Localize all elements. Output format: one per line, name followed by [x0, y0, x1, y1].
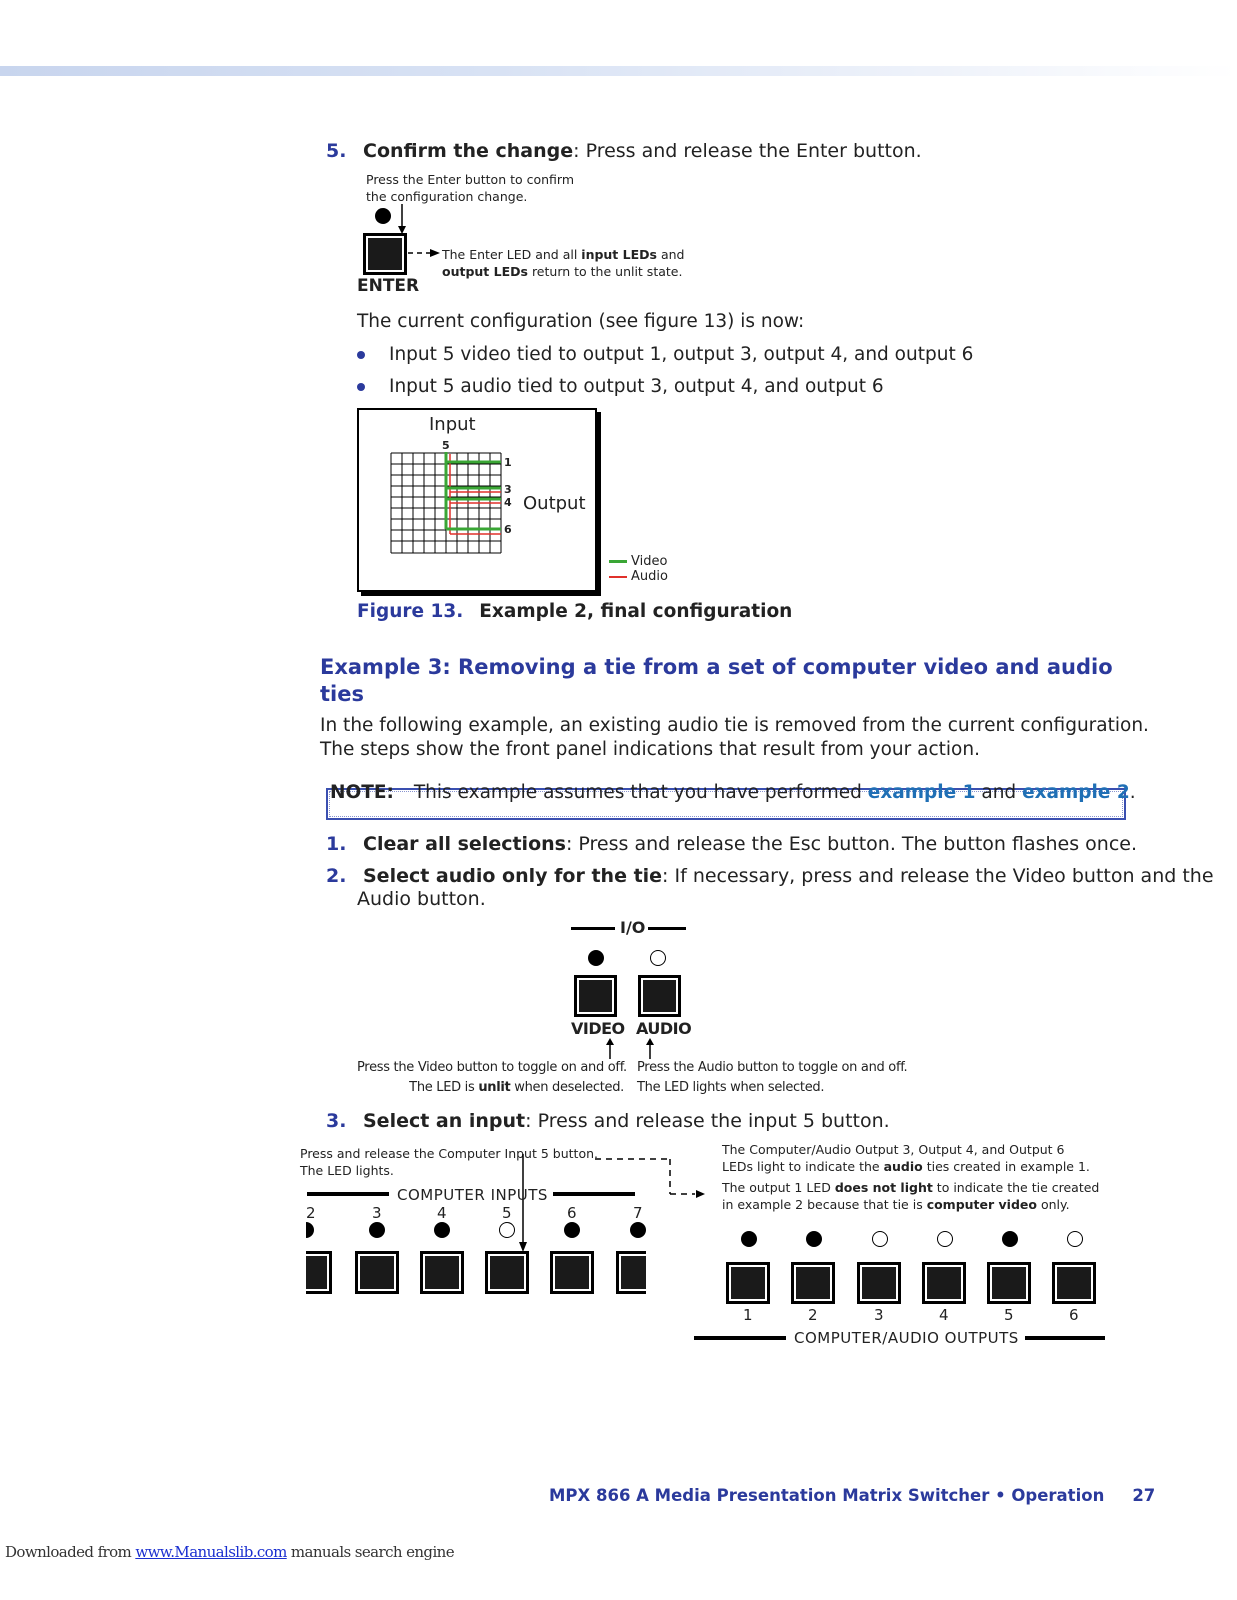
output-led-1 — [741, 1231, 757, 1247]
figure13-output-1: 1 — [504, 456, 512, 469]
io-rule-right — [648, 927, 686, 930]
manualslib-link[interactable]: www.Manualslib.com — [135, 1543, 287, 1561]
output-button-1[interactable] — [726, 1262, 770, 1304]
input-num-3: 3 — [372, 1204, 382, 1222]
input-button-3[interactable] — [355, 1251, 399, 1294]
step-number: 5. — [326, 140, 347, 162]
output-led-2 — [806, 1231, 822, 1247]
input-button-6[interactable] — [550, 1251, 594, 1294]
output-led-4 — [937, 1231, 953, 1247]
output-num-6: 6 — [1069, 1306, 1079, 1324]
inputs-rule-right — [553, 1192, 635, 1196]
enter-label: ENTER — [357, 276, 420, 296]
output-led-5 — [1002, 1231, 1018, 1247]
outputs-right-note: The Computer/Audio Output 3, Output 4, and Output 6 LEDs light to indicate the audio ties created in example 1. The output 1 LED does not light to indicate the tie created in example 2 because that tie is computer video only. — [722, 1142, 1100, 1212]
step-2: 2. Select audio only for the tie: If necessary, press and release the Video button and the — [326, 865, 1214, 887]
figure13-legend — [609, 554, 668, 584]
output-button-3[interactable] — [857, 1262, 901, 1304]
io-group-label: I/O — [620, 918, 646, 937]
input-led-5 — [499, 1222, 515, 1238]
video-label: VIDEO — [571, 1019, 625, 1038]
figure13-output-3: 3 — [504, 483, 512, 496]
output-button-5[interactable] — [987, 1262, 1031, 1304]
inputs-label: COMPUTER INPUTS — [397, 1186, 548, 1204]
enter-callout-line1: Press the Enter button to confirm — [366, 172, 575, 187]
step-1: 1. Clear all selections: Press and release the Esc button. The button flashes once. — [326, 833, 1138, 855]
output-num-2: 2 — [808, 1306, 818, 1324]
input-num-5: 5 — [502, 1204, 512, 1222]
note-text: NOTE: This example assumes that you have performed example 1 and example 2. — [330, 782, 1136, 803]
note-label: NOTE: — [330, 782, 394, 803]
output-num-4: 4 — [939, 1306, 949, 1324]
bullet-2: Input 5 audio tied to output 3, output 4, and output 6 — [357, 375, 884, 399]
io-rule-left — [571, 927, 615, 930]
input-led-4 — [434, 1222, 450, 1238]
input-num-2: 2 — [306, 1204, 316, 1222]
output-num-1: 1 — [743, 1306, 753, 1324]
legend-audio: Audio — [609, 569, 668, 584]
step-3: 3. Select an input: Press and release the input 5 button. — [326, 1110, 890, 1132]
figure13-output-4: 4 — [504, 496, 512, 509]
video-led — [588, 950, 604, 966]
input-led-3 — [369, 1222, 385, 1238]
step-text: : Press and release the Enter button. — [573, 140, 922, 162]
input-button-4[interactable] — [420, 1251, 464, 1294]
inputs-left-note: Press and release the Computer Input 5 button. The LED lights. — [300, 1146, 598, 1178]
figure13-output-label: Output — [523, 493, 586, 514]
figure13-output-6: 6 — [504, 523, 512, 536]
example3-heading: Example 3: Removing a tie from a set of computer video and audio ties — [320, 655, 1113, 706]
current-config-intro: The current configuration (see figure 13) is now: — [357, 311, 805, 332]
enter-result-note: The Enter LED and all input LEDs and output LEDs return to the unlit state. — [442, 247, 685, 279]
input-led-2 — [306, 1222, 314, 1238]
audio-note: Press the Audio button to toggle on and off. The LED lights when selected. — [637, 1060, 908, 1095]
output-button-2[interactable] — [791, 1262, 835, 1304]
video-note: Press the Video button to toggle on and off. The LED is unlit when deselected. — [357, 1060, 627, 1095]
step-5 — [326, 140, 922, 162]
input-num-6: 6 — [567, 1204, 577, 1222]
output-num-5: 5 — [1004, 1306, 1014, 1324]
inputs-rule-left — [307, 1192, 389, 1196]
output-button-6[interactable] — [1052, 1262, 1096, 1304]
input-led-7 — [630, 1222, 646, 1238]
audio-label: AUDIO — [636, 1019, 692, 1038]
input-led-6 — [564, 1222, 580, 1238]
input-num-4: 4 — [437, 1204, 447, 1222]
caption-number: Figure 13. — [357, 601, 464, 622]
footer — [549, 1486, 1155, 1505]
input-num-7: 7 — [633, 1204, 643, 1222]
enter-callout-line2: the configuration change. — [366, 189, 528, 204]
example2-link[interactable]: example 2 — [1022, 782, 1130, 803]
output-led-3 — [872, 1231, 888, 1247]
step-2-continued: Audio button. — [357, 888, 486, 910]
input-button-7[interactable] — [616, 1251, 646, 1294]
outputs-label: COMPUTER/AUDIO OUTPUTS — [794, 1329, 1019, 1347]
legend-video: Video — [609, 554, 668, 569]
input-button-2[interactable] — [306, 1251, 332, 1294]
step-title: Confirm the change — [363, 140, 574, 162]
outputs-rule-left — [694, 1336, 786, 1340]
example3-paragraph: In the following example, an existing audio tie is removed from the current configuration. The steps show the front panel indications that result from your action. — [320, 715, 1149, 760]
enter-led — [375, 208, 391, 224]
caption-text: Example 2, final configuration — [479, 601, 793, 622]
output-num-3: 3 — [874, 1306, 884, 1324]
header-gradient-bar — [0, 66, 1237, 76]
audio-led — [650, 950, 666, 966]
input-button-5[interactable] — [485, 1251, 529, 1294]
page-number: 27 — [1132, 1486, 1156, 1505]
example1-link[interactable]: example 1 — [867, 782, 976, 803]
video-button[interactable] — [574, 975, 617, 1017]
inputs-panel — [306, 1200, 646, 1300]
audio-button[interactable] — [638, 975, 681, 1017]
output-button-4[interactable] — [922, 1262, 966, 1304]
download-footer: Downloaded from www.Manualslib.com manuals search engine — [5, 1543, 454, 1561]
footer-title: MPX 866 A Media Presentation Matrix Switcher • Operation — [549, 1486, 1105, 1505]
enter-button[interactable] — [363, 233, 407, 275]
figure13-input-label: Input — [429, 414, 476, 435]
figure13-grid — [388, 450, 518, 558]
figure13-input-num: 5 — [442, 439, 450, 452]
output-led-6 — [1067, 1231, 1083, 1247]
outputs-rule-right — [1025, 1336, 1105, 1340]
bullet-1: Input 5 video tied to output 1, output 3, output 4, and output 6 — [357, 343, 973, 367]
figure13-caption — [357, 601, 792, 622]
